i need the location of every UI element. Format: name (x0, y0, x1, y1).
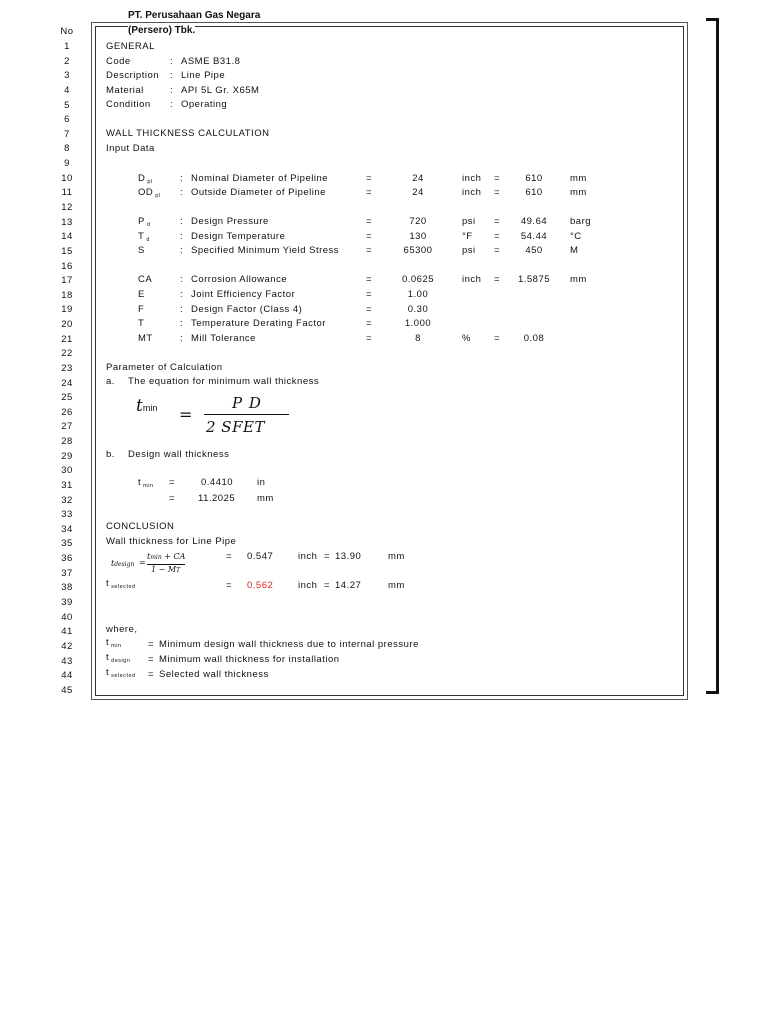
general-label: Code (106, 55, 131, 67)
input-value-converted: 610 (525, 186, 543, 198)
row-number: 24 (61, 377, 73, 389)
input-value: 65300 (403, 245, 433, 256)
tmin-unit-mm: mm (257, 493, 274, 504)
tselected-value-mm: 14.27 (335, 580, 362, 591)
row-number: 15 (61, 245, 73, 257)
row-number: 10 (61, 172, 73, 184)
general-separator: : (170, 55, 174, 67)
item-a-text: The equation for minimum wall thickness (128, 376, 320, 387)
company-name-line1: PT. Perusahaan Gas Negara (128, 10, 261, 21)
tselected-equals-mm: = (324, 580, 331, 591)
row-number: 45 (61, 684, 73, 696)
general-separator: : (170, 84, 174, 96)
input-unit-converted: mm (570, 274, 587, 285)
tdesign-formula-numerator: tmin + CA (147, 552, 186, 561)
row-number: 9 (64, 158, 70, 169)
input-separator: : (180, 230, 184, 242)
row-number: 42 (61, 640, 73, 652)
input-unit-converted: M (570, 245, 579, 256)
input-separator: : (180, 186, 184, 198)
where-description: Minimum design wall thickness due to internal pressure (159, 639, 419, 650)
tmin-equals: = (169, 477, 176, 488)
input-separator: : (180, 318, 184, 329)
tdesign-value-mm: 13.90 (335, 551, 362, 562)
formula-lhs-sub: min (142, 403, 158, 413)
general-separator: : (170, 99, 174, 111)
row-number: 19 (61, 304, 73, 316)
where-symbol: t $_{design}$ (106, 652, 131, 664)
row-number: 31 (61, 479, 73, 491)
input-equals-2: = (494, 230, 501, 242)
input-value-converted: 1.5875 (517, 274, 551, 285)
input-symbol: D $_{pl}$ (138, 172, 153, 185)
general-value: Operating (181, 99, 228, 111)
input-value: 24 (412, 172, 424, 184)
row-number: 26 (61, 406, 73, 418)
tdesign-value-inch: 0.547 (247, 551, 274, 562)
input-equals: = (366, 332, 373, 344)
input-value: 0.0625 (401, 274, 435, 285)
input-equals: = (366, 216, 373, 227)
row-number: 43 (61, 655, 73, 667)
input-unit-converted: °C (570, 230, 582, 242)
row-number: 29 (61, 450, 73, 462)
row-number: 27 (61, 421, 73, 433)
section-title-wall-thickness: WALL THICKNESS CALCULATION (106, 128, 270, 139)
input-separator: : (180, 245, 184, 256)
tselected-unit-mm: mm (388, 580, 405, 591)
row-number: 39 (61, 596, 73, 608)
input-equals-2: = (494, 245, 501, 256)
input-symbol: P $_d$ (138, 216, 151, 228)
general-label: Material (106, 84, 144, 96)
where-equals: = (148, 668, 155, 680)
input-value: 1.000 (404, 318, 432, 329)
conclusion-subtitle: Wall thickness for Line Pipe (106, 536, 237, 547)
input-value: 720 (409, 216, 427, 227)
input-value: 0.30 (407, 303, 429, 315)
row-number: 36 (61, 553, 73, 565)
input-symbol: E (138, 289, 145, 300)
row-number: 30 (61, 465, 73, 477)
section-title-conclusion: CONCLUSION (106, 521, 175, 532)
row-number: 23 (61, 362, 73, 374)
tmin-equals-mm: = (169, 493, 176, 504)
row-number: 3 (64, 70, 70, 82)
general-separator: : (170, 70, 174, 82)
input-symbol: CA (138, 274, 153, 285)
input-description: Design Temperature (191, 230, 286, 242)
input-unit: psi (462, 245, 476, 256)
input-unit: °F (462, 230, 473, 242)
row-number: 28 (61, 436, 73, 447)
row-number: 35 (61, 538, 73, 550)
input-description: Design Pressure (191, 216, 269, 227)
input-unit-converted: mm (570, 172, 587, 184)
sheet-inner-border (95, 26, 684, 696)
row-number: 44 (61, 670, 73, 682)
input-equals-2: = (494, 274, 501, 285)
tmin-value-in: 0.4410 (201, 477, 234, 488)
input-separator: : (180, 303, 184, 315)
input-equals: = (366, 289, 373, 300)
section-title-general: GENERAL (106, 41, 155, 52)
input-symbol: MT (138, 332, 153, 344)
input-unit: inch (462, 172, 482, 184)
tmin-formula (136, 396, 157, 416)
input-separator: : (180, 332, 184, 344)
input-value-converted: 54.44 (520, 230, 548, 242)
row-number: 37 (61, 567, 73, 579)
input-value: 24 (412, 186, 424, 198)
input-description: Temperature Derating Factor (191, 318, 326, 329)
row-number: 33 (61, 509, 73, 521)
input-equals-2: = (494, 216, 501, 227)
where-symbol: t $_{selected}$ (106, 666, 136, 679)
tselected-value-inch: 0.562 (247, 580, 274, 591)
input-description: Joint Efficiency Factor (191, 289, 296, 300)
formula-lhs: t (136, 396, 143, 416)
input-equals: = (366, 318, 373, 329)
input-unit: inch (462, 186, 482, 198)
row-number: 5 (64, 99, 70, 111)
input-unit-converted: mm (570, 186, 587, 198)
tdesign-equals-mm: = (324, 551, 331, 562)
row-number: 18 (61, 289, 73, 301)
where-equals: = (148, 654, 155, 665)
item-b-label: b. (106, 449, 115, 460)
row-number: 41 (61, 626, 73, 638)
tdesign-formula: tdesign (111, 559, 135, 568)
input-equals: = (366, 172, 373, 184)
tdesign-equals: = (226, 551, 233, 562)
row-number: 14 (61, 231, 73, 243)
input-data-title: Input Data (106, 143, 155, 154)
input-equals-2: = (494, 332, 501, 344)
input-description: Design Factor (Class 4) (191, 303, 303, 315)
input-equals: = (366, 303, 373, 315)
page-bracket-bottom (706, 691, 719, 694)
input-value: 130 (409, 230, 427, 242)
where-title: where, (106, 624, 138, 635)
tselected-unit-inch: inch (298, 580, 318, 591)
formula-numerator: P D (232, 394, 262, 412)
tdesign-unit-mm: mm (388, 551, 405, 562)
input-value: 8 (415, 332, 421, 344)
input-description: Nominal Diameter of Pipeline (191, 172, 329, 184)
input-symbol: F (138, 303, 145, 315)
input-equals: = (366, 230, 373, 242)
row-number: 17 (61, 275, 73, 287)
input-equals-2: = (494, 186, 501, 198)
input-unit: inch (462, 274, 482, 285)
tdesign-formula-denominator: 1 − MT (151, 565, 181, 574)
input-unit-converted: barg (570, 216, 592, 227)
general-value: API 5L Gr. X65M (181, 84, 260, 96)
input-separator: : (180, 289, 184, 300)
input-value: 1.00 (407, 289, 429, 300)
page-bracket-top (706, 18, 719, 21)
row-number: 2 (64, 55, 70, 67)
general-value: Line Pipe (181, 70, 226, 82)
where-description: Selected wall thickness (159, 668, 269, 680)
general-label: Condition (106, 99, 151, 111)
row-number: 6 (64, 114, 70, 126)
row-number: 20 (61, 319, 73, 330)
tmin-value-mm: 11.2025 (198, 493, 236, 504)
row-number: 1 (64, 41, 70, 52)
row-number: 11 (61, 187, 73, 199)
general-label: Description (106, 70, 160, 82)
row-number: 38 (61, 582, 73, 594)
input-equals: = (366, 245, 373, 256)
page-bracket (716, 18, 719, 694)
company-name-line2: (Persero) Tbk. (128, 25, 196, 36)
input-description: Corrosion Allowance (191, 274, 288, 285)
row-number: 4 (64, 84, 70, 96)
item-b-text: Design wall thickness (128, 449, 230, 460)
input-value-converted: 49.64 (520, 216, 548, 227)
row-number: 8 (64, 143, 70, 155)
general-value: ASME B31.8 (181, 55, 241, 67)
tdesign-unit-inch: inch (298, 551, 318, 562)
row-number: 34 (61, 523, 73, 535)
tmin-symbol: t $_{min}$ (138, 477, 154, 489)
row-number: 16 (61, 260, 73, 272)
tmin-unit-in: in (257, 477, 266, 488)
input-symbol: T (138, 318, 145, 329)
input-value-converted: 0.08 (523, 332, 545, 344)
input-symbol: T $_d$ (138, 230, 150, 243)
tdesign-formula-equals: = (139, 558, 147, 567)
input-description: Specified Minimum Yield Stress (191, 245, 340, 256)
formula-denominator: 2 SFET (206, 418, 265, 436)
row-number: 25 (61, 392, 73, 404)
input-symbol: S (138, 245, 145, 256)
formula-equals: = (179, 405, 193, 424)
input-unit: psi (462, 216, 476, 227)
where-equals: = (148, 639, 155, 650)
input-separator: : (180, 274, 184, 285)
row-number: 32 (61, 494, 73, 506)
item-a-label: a. (106, 376, 115, 387)
input-equals: = (366, 186, 373, 198)
input-unit: % (462, 332, 471, 344)
row-number: 22 (61, 348, 73, 360)
input-description: Outside Diameter of Pipeline (191, 186, 326, 198)
column-header-no: No (60, 26, 74, 37)
input-description: Mill Tolerance (191, 332, 256, 344)
row-number: 7 (64, 128, 70, 140)
row-number: 13 (61, 216, 73, 228)
row-number: 40 (61, 611, 73, 623)
input-equals: = (366, 274, 373, 285)
tselected-symbol: t $_{selected}$ (106, 578, 136, 590)
row-number: 12 (61, 201, 73, 213)
where-symbol: t $_{min}$ (106, 637, 122, 649)
input-equals-2: = (494, 172, 501, 184)
input-separator: : (180, 216, 184, 227)
tselected-equals: = (226, 580, 233, 591)
input-value-converted: 610 (525, 172, 543, 184)
input-separator: : (180, 172, 184, 184)
input-value-converted: 450 (525, 245, 543, 256)
input-symbol: OD $_{pl}$ (138, 186, 161, 199)
where-description: Minimum wall thickness for installation (159, 654, 340, 665)
row-number: 21 (61, 333, 73, 345)
formula-fraction-bar (204, 414, 289, 415)
parameter-title: Parameter of Calculation (106, 362, 223, 373)
